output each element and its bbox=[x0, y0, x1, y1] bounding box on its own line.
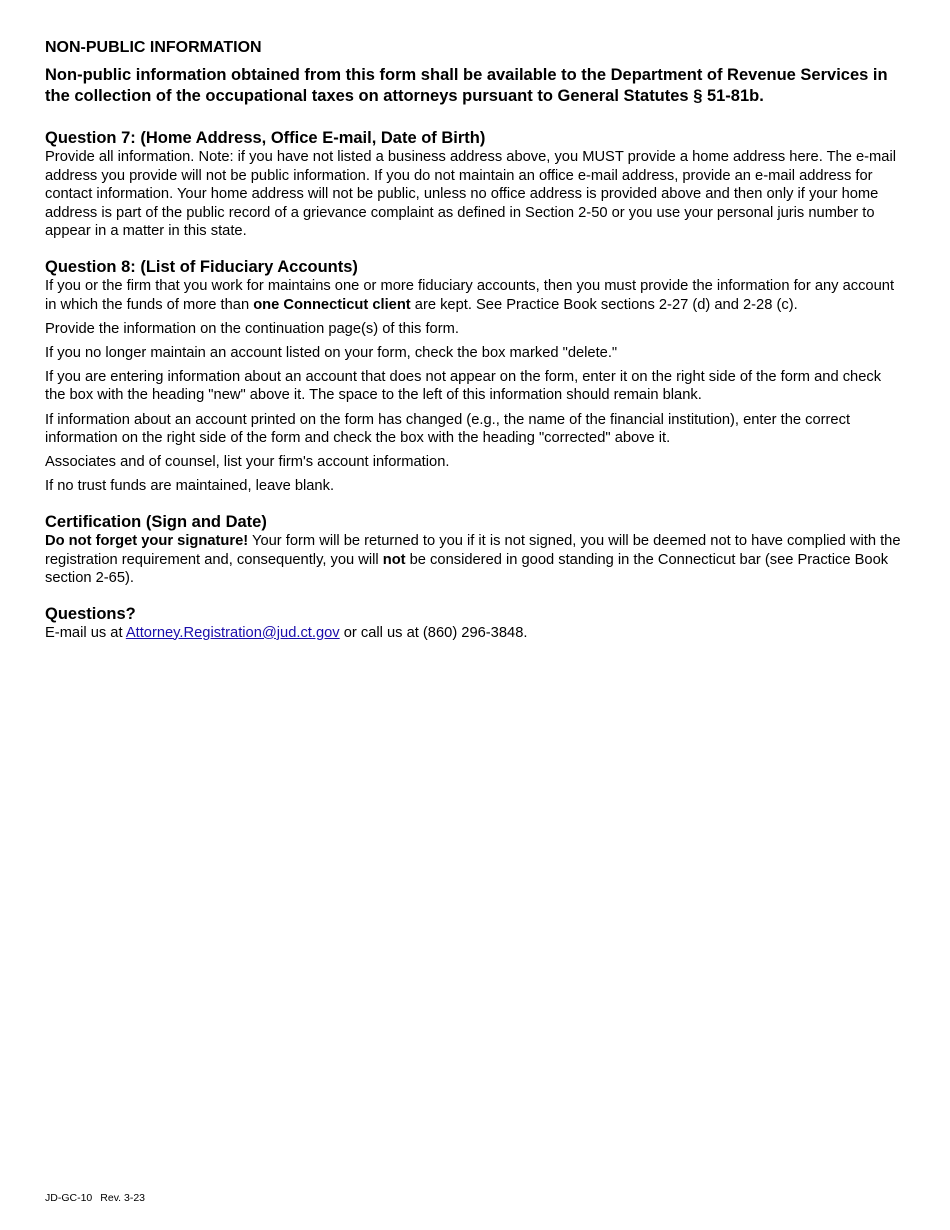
form-revision: Rev. 3-23 bbox=[100, 1192, 146, 1204]
contact-line bbox=[45, 624, 905, 643]
question-8-paragraph-4: If you are entering information about an account that does not appear on the form, enter it on the right side of the form and check the box with the heading "new" above it. The space to the left of this information should remain blank. bbox=[45, 368, 882, 404]
certification-not: not bbox=[382, 551, 406, 568]
document-page bbox=[45, 38, 905, 658]
certification-text-2: be considered in good standing in the Connecticut bar (see Practice Book section 2-65). bbox=[45, 551, 889, 587]
non-public-notice: Non-public information obtained from this form shall be available to the Department of Revenue Services in the collection of the occupational taxes on attorneys pursuant to General Statutes § 51-81b. bbox=[45, 66, 888, 105]
question-8-title: Question 8: (List of Fiduciary Accounts) bbox=[45, 257, 358, 276]
q8-p1-text-after: are kept. See Practice Book sections 2-27 (d) and 2-28 (c). bbox=[410, 296, 798, 313]
question-8-paragraph-6: Associates and of counsel, list your firm's account information. bbox=[45, 454, 450, 471]
questions-title: Questions? bbox=[45, 604, 136, 623]
form-footer bbox=[45, 1192, 145, 1205]
question-7-body: Provide all information. Note: if you have not listed a business address above, you MUST provide a home address here. The e-mail address you provide will not be public information. If you do not maintain an office e-mail address, provide an e-mail address for contact information. Your home address will not be public, unless no office address is provided above and then only if your home address is part of the public record of a grievance complaint as defined in Section 2-50 or you use your personal juris number to appear in a matter in this state. bbox=[45, 149, 896, 240]
question-7-title: Question 7: (Home Address, Office E-mail, Date of Birth) bbox=[45, 129, 486, 147]
signature-reminder: Do not forget your signature! bbox=[45, 532, 249, 549]
question-8-paragraph-2: Provide the information on the continuation page(s) of this form. bbox=[45, 320, 459, 337]
contact-text-after: or call us at (860) 296-3848. bbox=[339, 624, 528, 641]
questions-section bbox=[45, 604, 905, 643]
certification-section bbox=[45, 512, 905, 588]
question-8-paragraph-7: If no trust funds are maintained, leave blank. bbox=[45, 478, 335, 495]
question-8-section bbox=[45, 257, 905, 496]
question-8-paragraph-3: If you no longer maintain an account listed on your form, check the box marked "delete." bbox=[45, 344, 618, 361]
certification-text-1: Your form will be returned to you if it is not signed, you will be deemed not to have complied with the registration requirement and, consequently, you will bbox=[45, 532, 901, 568]
certification-title: Certification (Sign and Date) bbox=[45, 512, 267, 531]
email-link[interactable]: Attorney.Registration@jud.ct.gov bbox=[125, 624, 340, 641]
contact-text-before: E-mail us at bbox=[45, 624, 126, 641]
question-8-paragraph-1 bbox=[45, 277, 905, 314]
question-7-section bbox=[45, 128, 905, 241]
page-title: NON-PUBLIC INFORMATION bbox=[45, 39, 262, 56]
question-8-paragraph-5: If information about an account printed on the form has changed (e.g., the name of the financial institution), enter the correct information on the right side of the form and check the box with the heading "corrected" above it. bbox=[45, 411, 851, 447]
certification-body bbox=[45, 532, 905, 588]
q8-p1-text-before: If you or the firm that you work for maintains one or more fiduciary accounts, then you must provide the information for any account in which the funds of more than bbox=[45, 277, 895, 313]
form-number: JD-GC-10 bbox=[45, 1192, 93, 1204]
q8-p1-bold: one Connecticut client bbox=[253, 296, 411, 313]
